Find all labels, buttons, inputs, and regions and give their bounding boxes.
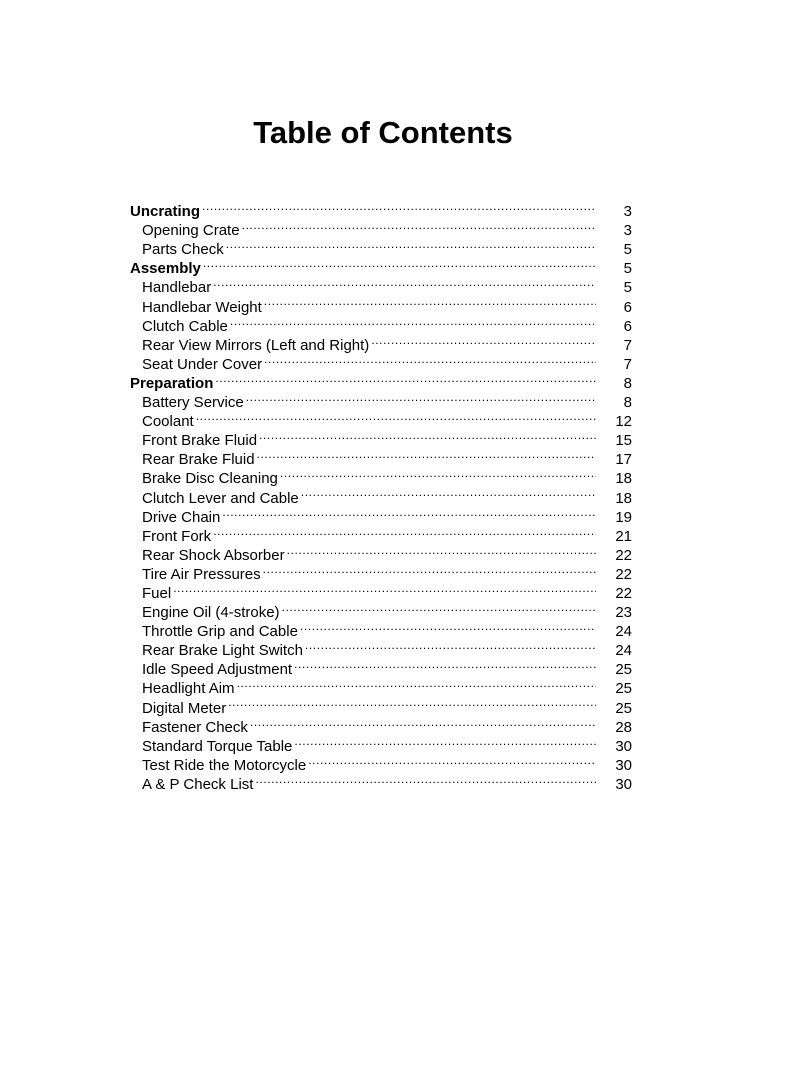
toc-dot-leader [264, 292, 596, 311]
toc-dot-leader [237, 674, 596, 693]
toc-entry-label: Drive Chain [142, 508, 221, 526]
toc-dot-leader [255, 770, 596, 789]
toc-entry-label: Rear Shock Absorber [142, 546, 285, 564]
toc-dot-leader [213, 522, 596, 541]
toc-page-number: 25 [615, 661, 632, 679]
toc-dot-leader [371, 331, 596, 350]
toc-dot-leader [300, 617, 596, 636]
toc-page-number: 7 [623, 336, 632, 354]
toc-dot-leader [242, 216, 596, 235]
toc-entry-label: Preparation [130, 374, 214, 392]
toc-entry-label: A & P Check List [142, 775, 254, 793]
toc-page-number: 24 [615, 642, 632, 660]
toc-dot-leader [215, 369, 596, 388]
toc-entry-label: Standard Torque Table [142, 737, 293, 755]
toc-dot-leader [257, 445, 596, 464]
toc-dot-leader [294, 732, 596, 751]
toc-entry-label: Rear View Mirrors (Left and Right) [142, 336, 370, 354]
toc-entry-label: Fastener Check [142, 718, 248, 736]
toc-entry-label: Rear Brake Fluid [142, 451, 255, 469]
toc-dot-leader [228, 693, 596, 712]
toc-page-number: 6 [623, 317, 632, 335]
toc-entry-label: Headlight Aim [142, 680, 235, 698]
toc-dot-leader [287, 541, 596, 560]
toc-dot-leader [294, 655, 596, 674]
toc-subsection-entry[interactable] [130, 579, 632, 602]
toc-section-entry[interactable] [130, 254, 632, 278]
toc-page-number: 28 [615, 718, 632, 736]
toc-page-number: 18 [615, 489, 632, 507]
toc-entry-label: Rear Brake Light Switch [142, 642, 303, 660]
toc-subsection-entry[interactable] [130, 426, 632, 450]
toc-entry-label: Front Brake Fluid [142, 432, 258, 450]
toc-entry-label: Engine Oil (4-stroke) [142, 604, 280, 622]
toc-page-number: 3 [623, 222, 632, 240]
table-of-contents [130, 197, 632, 793]
toc-page-number: 23 [615, 604, 632, 622]
toc-page-number: 22 [615, 584, 632, 602]
toc-dot-leader [280, 464, 596, 483]
page-title: Table of Contents [253, 115, 513, 150]
toc-page-number: 30 [615, 737, 632, 755]
toc-entry-label: Fuel [142, 584, 172, 602]
toc-entry-label: Brake Disc Cleaning [142, 470, 278, 488]
toc-page-number: 30 [615, 756, 632, 774]
toc-dot-leader [264, 350, 596, 369]
toc-entry-label: Parts Check [142, 241, 224, 259]
toc-subsection-entry[interactable] [130, 598, 632, 622]
toc-entry-label: Coolant [142, 413, 194, 431]
toc-dot-leader [196, 407, 596, 426]
toc-page-number: 5 [623, 241, 632, 259]
toc-dot-leader [263, 560, 596, 579]
toc-page-number: 8 [623, 374, 632, 392]
toc-page-number: 22 [615, 546, 632, 564]
toc-dot-leader [203, 254, 596, 273]
toc-page-number: 8 [623, 394, 632, 412]
toc-entry-label: Clutch Lever and Cable [142, 489, 299, 507]
toc-dot-leader [202, 197, 596, 216]
toc-entry-label: Handlebar [142, 279, 212, 297]
toc-entry-label: Digital Meter [142, 699, 227, 717]
toc-page-number: 18 [615, 470, 632, 488]
toc-entry-label: Front Fork [142, 527, 212, 545]
toc-subsection-entry[interactable] [130, 216, 632, 240]
toc-entry-label: Seat Under Cover [142, 355, 263, 373]
toc-subsection-entry[interactable] [130, 407, 632, 431]
toc-subsection-entry[interactable] [130, 273, 632, 297]
toc-entry-label: Idle Speed Adjustment [142, 661, 293, 679]
toc-dot-leader [173, 579, 596, 598]
toc-page-number: 25 [615, 680, 632, 698]
toc-entry-label: Assembly [130, 260, 201, 278]
toc-page-number: 15 [615, 432, 632, 450]
toc-dot-leader [250, 713, 596, 732]
toc-page-number: 22 [615, 565, 632, 583]
toc-section-entry[interactable] [130, 197, 632, 221]
toc-page-number: 5 [623, 279, 632, 297]
toc-dot-leader [282, 598, 596, 617]
toc-page-number: 21 [615, 527, 632, 545]
toc-entry-label: Battery Service [142, 394, 244, 412]
toc-entry-label: Uncrating [130, 203, 201, 221]
toc-page-number: 7 [623, 355, 632, 373]
toc-page-number: 24 [615, 623, 632, 641]
toc-dot-leader [230, 312, 596, 331]
toc-dot-leader [308, 751, 596, 770]
toc-entry-label: Clutch Cable [142, 317, 228, 335]
toc-entry-label: Throttle Grip and Cable [142, 623, 298, 641]
toc-dot-leader [259, 426, 596, 445]
toc-dot-leader [301, 483, 596, 502]
toc-entry-label: Handlebar Weight [142, 298, 262, 316]
toc-page-number: 25 [615, 699, 632, 717]
toc-dot-leader [246, 388, 596, 407]
toc-page-number: 6 [623, 298, 632, 316]
toc-entry-label: Tire Air Pressures [142, 565, 261, 583]
toc-page-number: 17 [615, 451, 632, 469]
toc-dot-leader [305, 636, 596, 655]
toc-dot-leader [222, 503, 596, 522]
toc-dot-leader [213, 273, 596, 292]
toc-dot-leader [226, 235, 596, 254]
toc-page-number: 5 [623, 260, 632, 278]
toc-page-number: 3 [623, 203, 632, 221]
toc-page-number: 30 [615, 775, 632, 793]
toc-page-number: 12 [615, 413, 632, 431]
toc-entry-label: Test Ride the Motorcycle [142, 756, 307, 774]
toc-page-number: 19 [615, 508, 632, 526]
toc-entry-label: Opening Crate [142, 222, 240, 240]
